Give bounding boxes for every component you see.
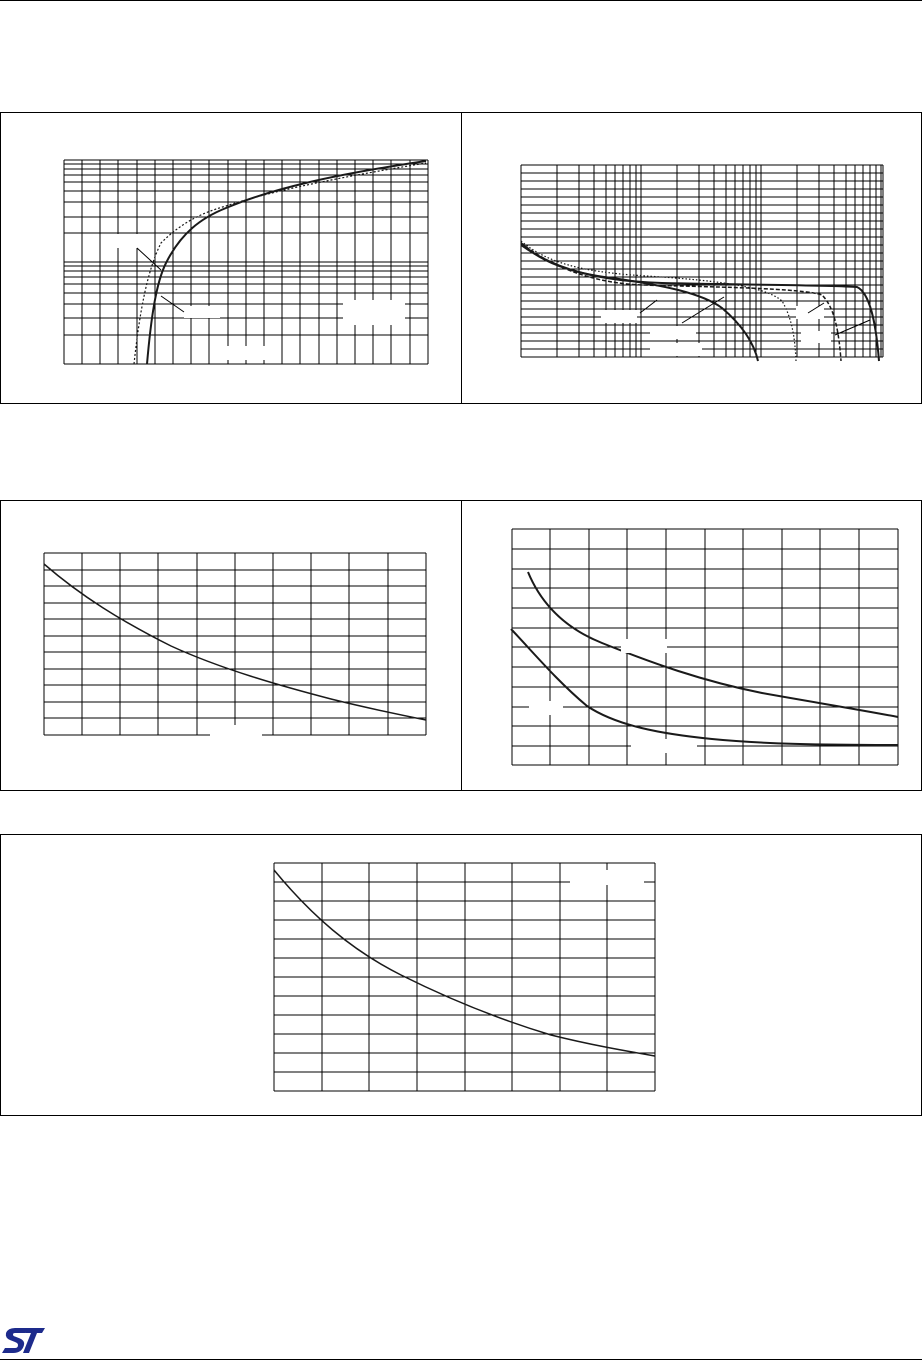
chart-1-label-3 <box>343 300 405 325</box>
chart-panel-2 <box>461 112 922 404</box>
chart-2-arrow-1 <box>640 300 657 313</box>
chart-4-series-1 <box>528 572 898 717</box>
chart-1-series-2 <box>134 163 426 364</box>
st-logo-icon <box>1 1322 47 1356</box>
chart-2-label-2 <box>650 326 696 339</box>
chart-5-grid <box>274 863 655 1091</box>
chart-1-grid <box>64 160 428 364</box>
chart-1 <box>1 113 463 405</box>
chart-5-label-1 <box>570 870 644 885</box>
chart-4-grid <box>512 529 898 765</box>
chart-2-label-1 <box>601 310 637 323</box>
chart-panel-3 <box>0 500 462 791</box>
chart-panel-4 <box>461 500 922 791</box>
chart-1-arrow-1 <box>137 248 161 270</box>
chart-3 <box>1 501 463 792</box>
chart-1-label-1 <box>114 234 142 248</box>
chart-3-label-1 <box>210 725 262 739</box>
chart-2 <box>462 113 922 405</box>
chart-1-label-2 <box>184 306 220 318</box>
chart-4-label-1 <box>621 639 667 653</box>
chart-4-label-2 <box>529 701 563 715</box>
bottom-rule <box>0 1359 922 1360</box>
chart-panel-1 <box>0 112 462 404</box>
chart-4-label-3 <box>631 739 697 753</box>
chart-2-grid <box>521 165 883 357</box>
chart-1-label-4 <box>224 346 274 360</box>
chart-2-label-5 <box>801 331 831 343</box>
chart-2-label-3 <box>650 343 702 356</box>
chart-2-label-4 <box>796 306 824 319</box>
chart-panel-5 <box>0 834 922 1116</box>
chart-5 <box>1 835 922 1117</box>
top-rule <box>0 0 922 1</box>
chart-4 <box>462 501 922 792</box>
